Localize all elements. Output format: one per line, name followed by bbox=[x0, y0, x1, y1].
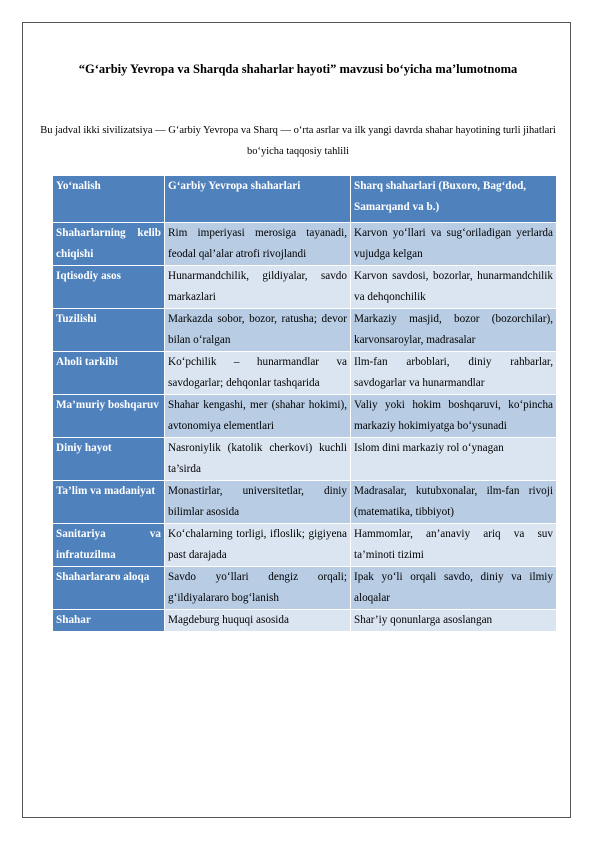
east-cell: Markaziy masjid, bozor (bozorchilar), karvonsaroylar, madrasalar bbox=[351, 309, 557, 352]
header-direction: Yo‘nalish bbox=[53, 176, 165, 223]
table-row bbox=[53, 481, 557, 524]
document-title: “G‘arbiy Yevropa va Sharqda shaharlar hayoti” mavzusi bo‘yicha ma’lumotnoma bbox=[78, 62, 518, 76]
row-label: Ta’lim va madaniyat bbox=[53, 481, 165, 524]
east-cell: Karvon savdosi, bozorlar, hunarmandchilik va dehqonchilik bbox=[351, 266, 557, 309]
east-cell: Madrasalar, kutubxonalar, ilm-fan rivoji (matematika, tibbiyot) bbox=[351, 481, 557, 524]
east-cell: Ipak yo‘li orqali savdo, diniy va ilmiy aloqalar bbox=[351, 567, 557, 610]
row-label: Aholi tarkibi bbox=[53, 352, 165, 395]
row-label: Tuzilishi bbox=[53, 309, 165, 352]
east-cell: Valiy yoki hokim boshqaruvi, ko‘pincha markaziy hokimiyatga bo‘ysunadi bbox=[351, 395, 557, 438]
header-east: Sharq shaharlari (Buxoro, Bag‘dod, Samarqand va b.) bbox=[351, 176, 557, 223]
west-cell: Savdo yo‘llari dengiz orqali; g‘ildiyalararo bog‘lanish bbox=[165, 567, 351, 610]
table-row bbox=[53, 524, 557, 567]
east-cell: Hammomlar, an’anaviy ariq va suv ta’minoti tizimi bbox=[351, 524, 557, 567]
row-label: Shaharlarning kelib chiqishi bbox=[53, 223, 165, 266]
west-cell: Rim imperiyasi merosiga tayanadi, feodal qal’alar atrofi rivojlandi bbox=[165, 223, 351, 266]
table-row bbox=[53, 438, 557, 481]
header-west: G‘arbiy Yevropa shaharlari bbox=[165, 176, 351, 223]
table-row bbox=[53, 309, 557, 352]
table-row bbox=[53, 266, 557, 309]
table-row bbox=[53, 352, 557, 395]
west-cell: Ko‘chalarning torligi, ifloslik; gigiyena past darajada bbox=[165, 524, 351, 567]
document-intro: Bu jadval ikki sivilizatsiya — G‘arbiy Yevropa va Sharq — o‘rta asrlar va ilk yangi davrda shahar hayotining turli jihatlari bo‘yicha taqqosiy tahlili bbox=[40, 125, 556, 157]
row-label: Shaharlararo aloqa bbox=[53, 567, 165, 610]
table-row bbox=[53, 567, 557, 610]
east-cell: Shar’iy qonunlarga asoslangan bbox=[351, 610, 557, 632]
west-cell: Markazda sobor, bozor, ratusha; devor bilan o‘ralgan bbox=[165, 309, 351, 352]
row-label: Iqtisodiy asos bbox=[53, 266, 165, 309]
west-cell: Nasroniylik (katolik cherkovi) kuchli ta’sirda bbox=[165, 438, 351, 481]
row-label: Sanitariya va infratuzilma bbox=[53, 524, 165, 567]
east-cell: Karvon yo‘llari va sug‘oriladigan yerlarda vujudga kelgan bbox=[351, 223, 557, 266]
row-label: Ma’muriy boshqaruv bbox=[53, 395, 165, 438]
west-cell: Shahar kengashi, mer (shahar hokimi), avtonomiya elementlari bbox=[165, 395, 351, 438]
west-cell: Ko‘pchilik – hunarmandlar va savdogarlar; dehqonlar tashqarida bbox=[165, 352, 351, 395]
east-cell: Ilm-fan arboblari, diniy rahbarlar, savdogarlar va hunarmandlar bbox=[351, 352, 557, 395]
table-row bbox=[53, 223, 557, 266]
east-cell: Islom dini markaziy rol o‘ynagan bbox=[351, 438, 557, 481]
table-header-row bbox=[53, 176, 557, 223]
table-row bbox=[53, 395, 557, 438]
comparison-table bbox=[52, 175, 557, 632]
west-cell: Monastirlar, universitetlar, diniy bilimlar asosida bbox=[165, 481, 351, 524]
west-cell: Magdeburg huquqi asosida bbox=[165, 610, 351, 632]
row-label: Shahar bbox=[53, 610, 165, 632]
west-cell: Hunarmandchilik, gildiyalar, savdo markazlari bbox=[165, 266, 351, 309]
table-row bbox=[53, 610, 557, 632]
row-label: Diniy hayot bbox=[53, 438, 165, 481]
